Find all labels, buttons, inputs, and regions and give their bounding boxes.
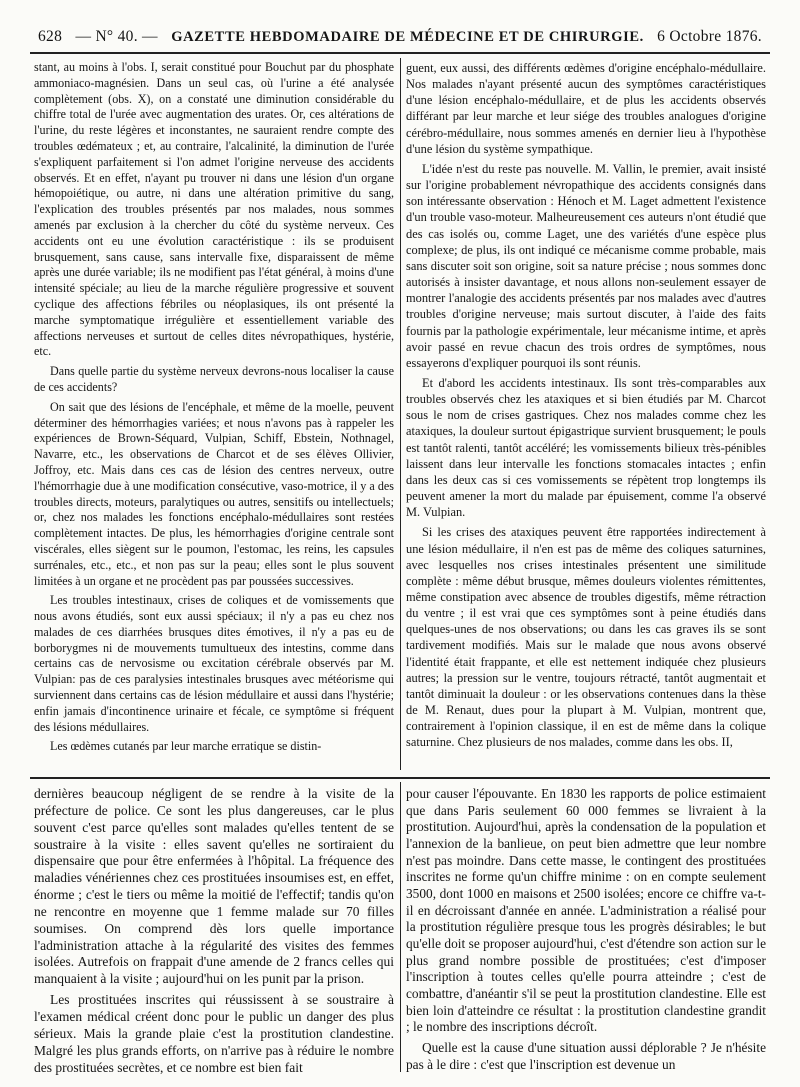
- paragraph: On sait que des lésions de l'encéphale, et même de la moelle, peuvent déterminer des hémorrhagies variées; et nous n'avons pas à rappeler les expériences de Brown-Séquard, Vulpian, Schiff, Ebstein, Nothnagel, Navarre, etc., les observations de Charcot et de ses élèves Ollivier, Joffroy, etc. Mais dans ces cas de lésion des centres nerveux, outre l'hémorrhagie due à une modification consécutive, vaso-motrice, il y a des troubles directs, moteurs, paralytiques ou autres, sensitifs ou intellectuels; or, chez nos malades les fonctions encéphalo-médullaires sont restées complètement intactes. De plus, les hémorrhagies d'origine centrale sont viscérales, elles siègent sur le poumon, l'estomac, les reins, les capsules surrénales, etc., etc., et non pas sur la peau; elles sont le plus souvent limitées à un organe et ne procèdent pas par poussées successives.: [34, 399, 394, 588]
- journal-title: GAZETTE HEBDOMADAIRE DE MÉDECINE ET DE CHIRURGIE.: [171, 29, 644, 45]
- paragraph: Les œdèmes cutanés par leur marche erratique se distin-: [50, 739, 322, 754]
- lower-left-column: [34, 786, 394, 1076]
- lower-column-divider: [400, 782, 401, 1072]
- paragraph: L'idée n'est du reste pas nouvelle. M. Vallin, le premier, avait insisté sur l'origine probablement névropathique des accidents consignés dans son intéressante observation : Hénoch et M. Laget admettent l'existence d'un trouble vaso-moteur. Malheureusement ces auteurs n'ont étudié que des cas isolés ou, comme Laget, une des variétés d'une espèce plus complexe; de plus, ils ont indiqué ce mécanisme comme probable, mais sans discuter soit son origine, soit sa nature précise ; nous sommes donc autorisés à insister davantage, et nous allons non-seulement essayer de montrer l'analogie des accidents présentés par nos malades avec d'autres troubles d'origine nerveuse; mais surtout discuter, à l'aide des faits fournis par la pathologie expérimentale, leur mécanisme intime, et après avoir passé en revue chacun des trois ordres de symptômes, nous essayerons d'expliquer pourquoi ils sont réunis.: [406, 161, 766, 370]
- paragraph: Les troubles intestinaux, crises de coliques et de vomissements que nous avons étudiés, sont eux aussi spéciaux; il n'y a pas eu chez nos malades de ces diarrhées brusques dites émotives, il n'y a pas eu de borborygmes ni de mouvements tumultueux des intestins, comme dans certains cas de nervosisme ou excitation cérébrale observés par M. Vulpian: pas de ces paralysies intestinales brusques avec météorisme qui surviennent dans certains cas de lésion médullaire et aussi dans l'hystérie; enfin jamais d'incontinence urinaire et fécale, ce symptôme si fréquent des lésions médullaires.: [34, 593, 394, 734]
- upper-left-column: [34, 60, 394, 772]
- lower-right-column: [406, 786, 766, 1076]
- paragraph: pour causer l'épouvante. En 1830 les rapports de police estimaient que dans Paris seulement 60 000 femmes se livraient à la prostitution. Aujourd'hui, après la condensation de la population et l'annexion de la banlieue, on peut bien admettre que leur nombre n'est pas moindre. Dans cette masse, le contingent des prostituées inscrites ne forme qu'un chiffre minime : on en compte seulement 3500, dont 1000 en maisons et 2500 isolées; encore ce chiffre va-t-il en décroissant d'année en année. L'administration a réalisé pour la prostitution régulière presque tous les progrès désirables; le but qu'elle doit se proposer aujourd'hui, c'est d'étendre son action sur le plus grand nombre possible de prostituées; c'est d'imposer l'inscription à toutes celles qu'elle pourra atteindre ; c'est de combattre, d'anéantir s'il se peut la prostitution clandestine. Elle est bien loin d'atteindre ce résultat : la prostitution clandestine grandit ; le nombre des inscriptions décroît.: [406, 786, 766, 1035]
- paragraph: stant, au moins à l'obs. I, serait constitué pour Bouchut par du phosphate ammoniaco-magnésien. Dans un seul cas, où l'urine a été analysée complètement (obs. X), on a constaté une diminution considérable du chiffre total de l'urée avec augmentation des urates. Or, ces altérations de l'urine, du reste légères et inconstantes, ne sauraient rendre compte des troubles œdémateux ; et, au contraire, l'alcalinité, la diminution de l'urée s'expliquent parfaitement si l'on admet l'origine nerveuse des accidents observés. Et en effet, n'ayant pu trouver ni dans une lésion d'un organe hémopoiétique, ou autre, ni dans une altération primitive du sang, l'explication des troubles présentés par nos malades, nous sommes amenés par exclusion à la chercher du côté du système nerveux. Ces accidents ont eu une évolution caractéristique : ils se produisent brusquement, sans cause, sans intervalle fixe, disparaissent de même après une durée variable; ils ne modifient pas l'état général, à moins d'une intensité spéciale; au lieu de la marche régulière progressive et souvent cyclique des affections fébriles ou néoplasiques, ils ont présenté la marche symptomatique irrégulière et essentiellement variable des affections nerveuses et surtout de celles dites névropathiques, hystérie, etc.: [34, 60, 394, 359]
- paragraph: Quelle est la cause d'une situation aussi déplorable ? Je n'hésite pas à le dire : c'est que l'inscription est devenue un: [406, 1039, 766, 1072]
- paragraph: Les prostituées inscrites qui réussissent à se soustraire à l'examen médical créent donc pour le public un danger des plus sérieux. Mais la grande plaie c'est la prostitution clandestine. Malgré les plus grands efforts, on n'arrive pas à réduire le nombre des prostituées secrètes, et ce nombre est bien fait: [34, 992, 394, 1075]
- paragraph: Si les crises des ataxiques peuvent être rapportées indirectement à une lésion médullaire, il n'en est pas de même des coliques saturnines, avec lesquelles nos crises intestinales présentent une similitude complète : même début brusque, mêmes douleurs violentes rémittentes, même constipation avec absence de troubles digestifs, même rétraction du ventre ; il est vrai que ces symptômes sont à peine étudiés dans quelques-unes de nos observations; ou dans les cas graves ils se sont tardivement modifiés. Mais sur le malade que nous avons observé l'identité était frappante, et elle est nettement indiquée chez plusieurs autres; la pression sur le ventre, toujours rétracté, tantôt augmentait et tantôt diminuait la douleur : or les observations contenues dans la thèse de M. Renaut, dues pour la plupart à M. Vulpian, montrent que, contrairement à l'opinion classique, il en est de même dans la colique saturnine. Chez plusieurs de nos malades, comme dans les obs. II,: [406, 525, 766, 750]
- issue-date: 6 Octobre 1876.: [657, 28, 762, 45]
- upper-column-divider: [400, 58, 401, 770]
- page-number: 628: [38, 28, 63, 45]
- issue-number: — N° 40. —: [75, 28, 158, 45]
- running-head: [38, 28, 762, 50]
- section-divider-rule: [30, 777, 770, 779]
- paragraph: Et d'abord les accidents intestinaux. Ils sont très-comparables aux troubles observés chez les ataxiques et si bien étudiés par M. Charcot sous le nom de crises gastriques. Chez nos malades comme chez les ataxiques, la douleur surtout épigastrique survient brusquement; le pouls est tantôt ralenti, tantôt accéléré; les vomissements bilieux très-pénibles laissent dans leur intervalle les fonctions stomacales intactes ; enfin dans les deux cas si ces vomissements se répètent trop longtemps ils peuvent amener la mort du malade par épuisement, comme l'a observé M. Vulpian.: [406, 375, 766, 520]
- paragraph: Dans quelle partie du système nerveux devrons-nous localiser la cause de ces accidents?: [34, 364, 394, 394]
- paragraph: guent, eux aussi, des différents œdèmes d'origine encéphalo-médullaire. Nos malades n'ayant présenté aucun des symptômes caractéristiques d'une lésion encéphalo-médullaire, et de plus les accidents observés différant par leur marche et leur siége des troubles analogues d'origine cérébro-médullaire, nous sommes amenés en dernier lieu à l'hypothèse d'une lésion du système sympathique.: [406, 61, 766, 156]
- upper-right-column: [406, 60, 766, 772]
- header-rule: [30, 52, 770, 54]
- paragraph: dernières beaucoup négligent de se rendre à la visite de la préfecture de police. Ce sont les plus dangereuses, car le plus souvent c'est parce qu'elles sont malades qu'elles tentent de se soustraire à la visite : elles savent qu'elles ne sortiraient du dispensaire que pour être enfermées à l'hôpital. La fréquence des maladies vénériennes chez ces prostituées insoumises est, en effet, énorme ; c'est le tiers ou même la moitié de l'effectif; tandis qu'on ne rencontre en moyenne que 1 femme malade sur 70 filles soumises. On comprend dès lors quelle importance l'administration attache à la régularité des visites des femmes isolées. Autrefois on frappait d'une amende de 2 francs celles qui manquaient à la visite ; aujourd'hui on les punit par la prison.: [34, 786, 394, 987]
